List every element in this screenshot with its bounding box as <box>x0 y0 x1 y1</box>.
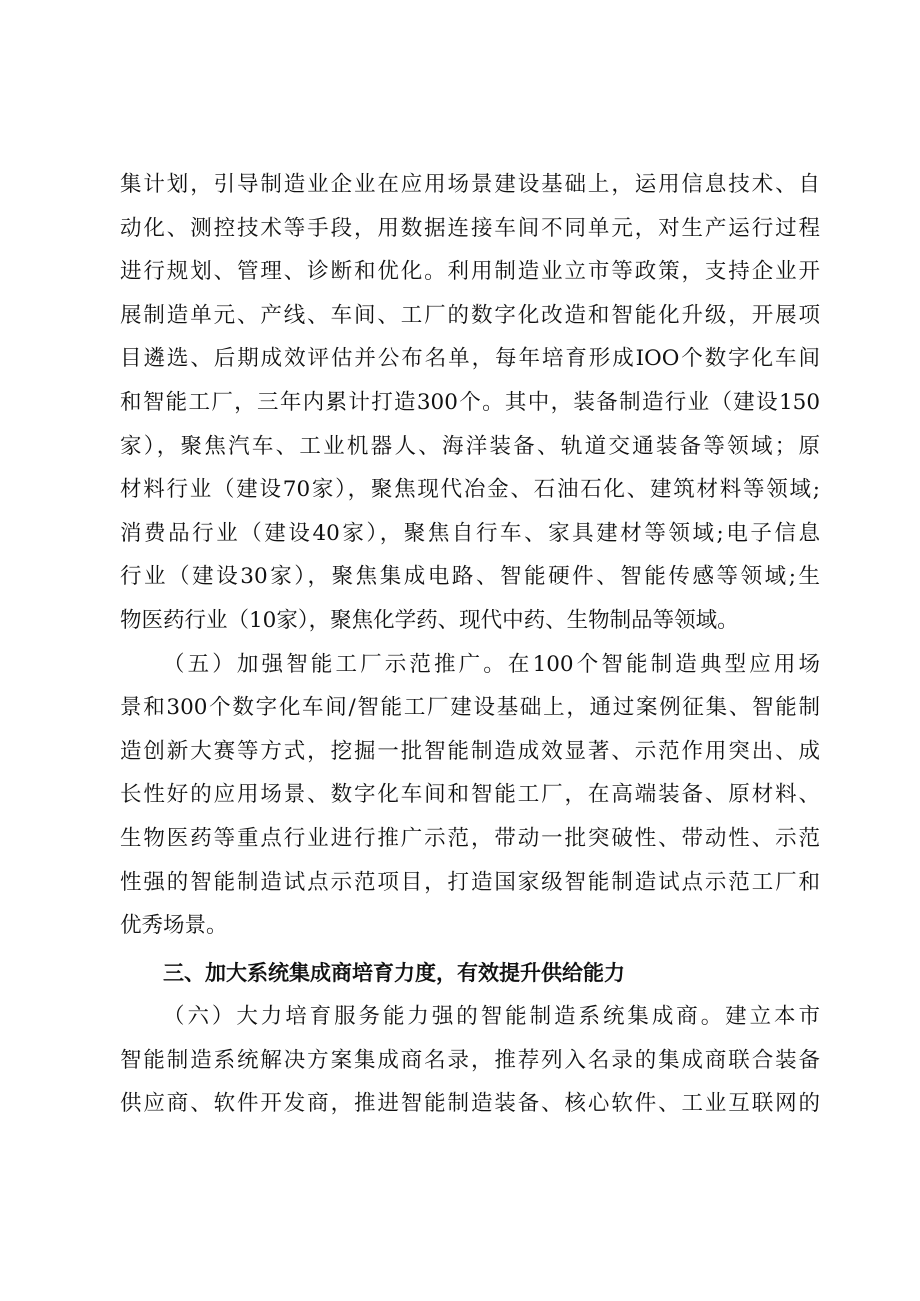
text-line: 物医药行业（10家），聚焦化学药、现代中药、生物制品等领域。 <box>120 607 739 633</box>
text-line: 优秀场景。 <box>120 913 228 939</box>
text-line: 材料行业（建设70家），聚焦现代冶金、石油石化、建筑材料等领域; <box>120 477 820 503</box>
text-line: 动化、测控技术等手段，用数据连接车间不同单元，对生产运行过程 <box>120 215 820 241</box>
text-line: 性强的智能制造试点示范项目，打造国家级智能制造试点示范工厂和 <box>120 869 820 895</box>
section-heading: 三、加大系统集成商培育力度，有效提升供给能力 <box>163 960 625 985</box>
text-line: 长性好的应用场景、数字化车间和智能工厂，在高端装备、原材料、 <box>120 782 820 808</box>
text-line: 景和300个数字化车间/智能工厂建设基础上，通过案例征集、智能制 <box>120 695 820 721</box>
text-line: 进行规划、管理、诊断和优化。利用制造业立市等政策，支持企业开 <box>120 259 820 285</box>
paragraph-2 <box>120 643 820 948</box>
text-line: （五）加强智能工厂示范推广。在100个智能制造典型应用场 <box>163 651 820 677</box>
text-line: 和智能工厂，三年内累计打造300个。其中，装备制造行业（建设150 <box>120 389 820 415</box>
text-line: 集计划，引导制造业企业在应用场景建设基础上，运用信息技术、自 <box>120 172 820 197</box>
text-line: 目遴选、后期成效评估并公布名单，每年培育形成IOO个数字化车间 <box>120 346 820 372</box>
text-line: 消费品行业（建设40家），聚焦自行车、家具建材等领域;电子信息 <box>120 520 820 546</box>
text-line: 行业（建设30家），聚焦集成电路、智能硬件、智能传感等领域;生 <box>120 564 820 590</box>
text-line: 家），聚焦汽车、工业机器人、海洋装备、轨道交通装备等领域；原 <box>120 433 820 459</box>
text-line: 造创新大赛等方式，挖掘一批智能制造成效显著、示范作用突出、成 <box>120 738 820 764</box>
text-line: 智能制造系统解决方案集成商名录，推荐列入名录的集成商联合装备 <box>120 1047 820 1073</box>
document-body <box>120 163 820 1126</box>
text-line: 展制造单元、产线、车间、工厂的数字化改造和智能化升级，开展项 <box>120 302 820 328</box>
text-line: 生物医药等重点行业进行推广示范，带动一批突破性、带动性、示范 <box>120 825 820 851</box>
text-line: （六）大力培育服务能力强的智能制造系统集成商。建立本市 <box>163 1004 820 1030</box>
text-line: 供应商、软件开发商，推进智能制造装备、核心软件、工业互联网的 <box>120 1091 820 1117</box>
paragraph-1 <box>120 163 820 643</box>
paragraph-3 <box>120 995 820 1126</box>
